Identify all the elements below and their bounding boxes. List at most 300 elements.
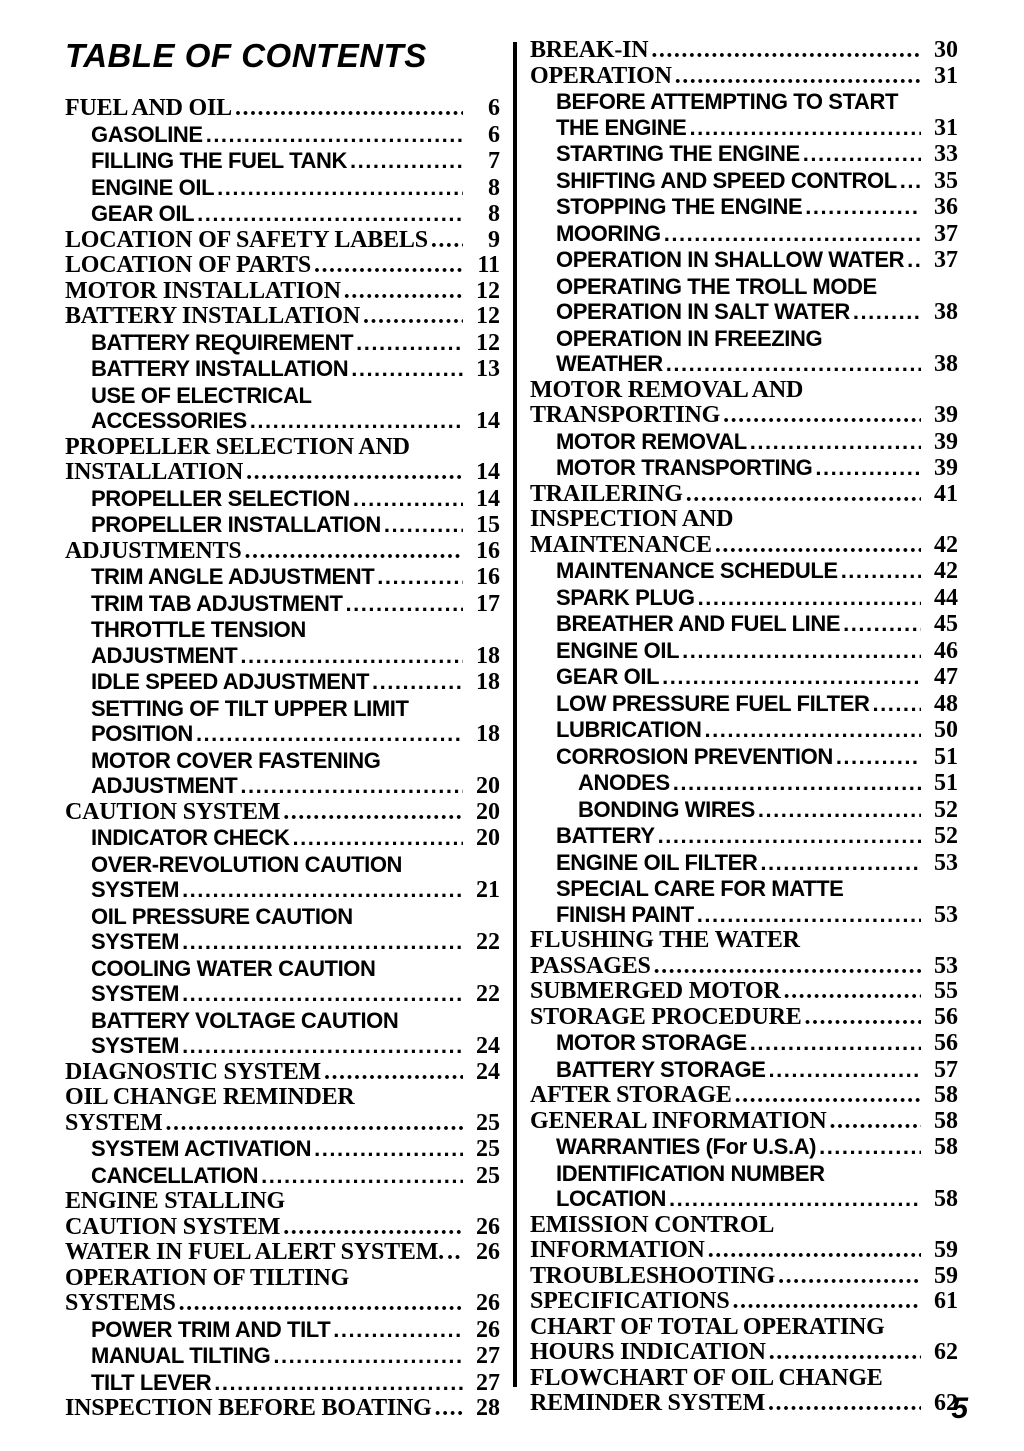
toc-entry — [530, 1109, 958, 1135]
toc-entry-page: 51 — [934, 743, 958, 770]
dot-leader — [283, 800, 463, 826]
toc-entry-page: 11 — [477, 252, 500, 278]
toc-entry-page: 24 — [476, 1058, 500, 1085]
toc-entry-page: 8 — [488, 201, 500, 227]
toc-entry-page: 38 — [934, 299, 958, 325]
dot-leader — [356, 330, 463, 356]
toc-entry-page: 39 — [934, 428, 958, 455]
toc-entry — [65, 253, 500, 279]
toc-entry-page: 39 — [934, 402, 958, 428]
toc-entry-label: AFTER STORAGE — [530, 1082, 732, 1108]
dot-leader — [689, 115, 921, 141]
toc-entry — [65, 956, 500, 1008]
toc-entry-page: 22 — [476, 929, 500, 955]
toc-entry — [530, 797, 958, 824]
toc-entry — [530, 1030, 958, 1057]
toc-right-entries — [530, 38, 958, 1417]
toc-entry-page: 56 — [934, 1003, 958, 1030]
toc-entry-label: CAUTION SYSTEM — [65, 1213, 281, 1240]
toc-entry-page: 58 — [934, 1082, 958, 1108]
toc-entry-label: MOTOR TRANSPORTING — [556, 455, 813, 480]
toc-entry — [65, 1240, 500, 1266]
toc-entry-page: 20 — [476, 825, 500, 851]
toc-entry-label: EMISSION CONTROL — [530, 1211, 775, 1238]
dot-leader — [240, 773, 463, 799]
dot-leader — [784, 979, 921, 1005]
dot-leader — [217, 175, 463, 201]
dot-leader — [723, 403, 921, 429]
toc-entry-page: 14 — [476, 408, 500, 434]
dot-leader — [179, 1291, 463, 1317]
toc-entry — [530, 247, 958, 274]
toc-entry — [65, 228, 500, 254]
dot-leader — [705, 717, 921, 743]
toc-entry-label: INDICATOR CHECK — [91, 825, 290, 850]
toc-entry-label: COOLING WATER CAUTION — [91, 955, 376, 981]
dot-leader — [182, 981, 463, 1007]
dot-leader — [350, 148, 463, 174]
toc-entry — [530, 482, 958, 508]
dot-leader — [769, 1057, 921, 1083]
toc-entry — [530, 1366, 958, 1417]
toc-entry — [530, 455, 958, 482]
toc-entry-page: 18 — [476, 669, 500, 695]
toc-entry — [65, 96, 500, 122]
dot-leader — [245, 539, 464, 565]
toc-entry-page: 14 — [476, 485, 500, 512]
toc-entry — [530, 979, 958, 1005]
toc-entry-page: 61 — [934, 1288, 958, 1314]
toc-entry-page: 33 — [934, 141, 958, 167]
toc-entry-label: USE OF ELECTRICAL — [91, 382, 312, 408]
toc-entry — [65, 696, 500, 748]
toc-entry — [65, 669, 500, 696]
toc-entry-page: 39 — [934, 455, 958, 481]
toc-entry-label: LOCATION OF SAFETY LABELS — [65, 226, 428, 253]
toc-entry-page: 37 — [934, 220, 958, 247]
toc-entry-label: GEAR OIL — [91, 201, 195, 226]
toc-entry — [530, 691, 958, 718]
dot-leader — [293, 825, 463, 851]
toc-entry-page: 55 — [934, 978, 958, 1004]
toc-entry-page: 58 — [934, 1186, 958, 1212]
dot-leader — [250, 408, 463, 434]
toc-entry-label: PROPELLER SELECTION — [91, 485, 350, 511]
toc-entry-page: 62 — [934, 1390, 958, 1416]
toc-entry-label: MOTOR REMOVAL AND — [530, 376, 804, 403]
dot-leader — [431, 228, 463, 254]
toc-entry — [65, 1008, 500, 1060]
dot-leader — [353, 486, 463, 512]
toc-entry-label: ENGINE OIL — [556, 637, 680, 663]
toc-entry — [530, 221, 958, 248]
toc-entry-label: IDENTIFICATION NUMBER — [556, 1160, 825, 1186]
toc-entry-page: 31 — [934, 62, 958, 89]
toc-entry-label: SHIFTING AND SPEED CONTROL — [556, 167, 897, 193]
toc-entry-label: TILT LEVER — [91, 1369, 212, 1395]
toc-entry-label: BEFORE ATTEMPTING TO START — [556, 89, 898, 114]
toc-entry — [65, 800, 500, 826]
dot-leader — [214, 1370, 463, 1396]
toc-entry — [65, 1189, 500, 1240]
toc-entry — [530, 770, 958, 797]
toc-entry-label: BATTERY INSTALLATION — [91, 356, 349, 381]
toc-entry-page: 13 — [476, 356, 500, 382]
dot-leader — [843, 611, 921, 637]
toc-entry-page: 41 — [934, 480, 958, 507]
toc-entry — [65, 486, 500, 513]
toc-entry-page: 25 — [476, 1162, 500, 1189]
dot-leader — [182, 1033, 463, 1059]
toc-left-entries — [65, 96, 500, 1422]
toc-entry-label: FLUSHING THE WATER — [530, 927, 800, 953]
toc-entry-page: 59 — [934, 1262, 958, 1289]
toc-entry-label: PASSAGES — [530, 952, 651, 979]
toc-entry-label: STARTING THE ENGINE — [556, 141, 800, 166]
toc-entry — [530, 1161, 958, 1213]
dot-leader — [273, 1343, 463, 1369]
dot-leader — [829, 1109, 921, 1135]
toc-entry — [530, 1264, 958, 1290]
toc-entry-page: 46 — [934, 637, 958, 664]
toc-entry-label: MAINTENANCE SCHEDULE — [556, 558, 838, 583]
toc-entry-page: 25 — [476, 1109, 500, 1136]
toc-entry — [65, 1266, 500, 1317]
toc-entry-page: 52 — [934, 823, 958, 849]
toc-entry — [530, 274, 958, 300]
dot-leader — [654, 954, 921, 980]
toc-entry-label: PROPELLER INSTALLATION — [91, 512, 381, 537]
toc-entry — [530, 1213, 958, 1264]
toc-entry — [65, 1136, 500, 1163]
toc-entry-page: 47 — [934, 664, 958, 690]
toc-entry-page: 15 — [476, 512, 500, 538]
toc-entry-label: SYSTEM — [65, 1109, 163, 1136]
dot-leader — [673, 770, 921, 796]
toc-entry-label: MOORING — [556, 220, 661, 246]
toc-entry — [65, 122, 500, 149]
toc-entry-label: SYSTEMS — [65, 1290, 176, 1316]
toc-entry — [65, 383, 500, 435]
toc-left-column — [65, 36, 500, 1422]
toc-entry — [65, 1343, 500, 1370]
dot-leader — [682, 638, 921, 664]
toc-entry-label: TRIM TAB ADJUSTMENT — [91, 590, 343, 616]
toc-entry-page: 14 — [476, 459, 500, 485]
toc-entry-page: 26 — [476, 1290, 500, 1316]
toc-entry-label: CORROSION PREVENTION — [556, 743, 833, 769]
toc-entry — [530, 194, 958, 221]
toc-entry-label: GASOLINE — [91, 121, 203, 147]
toc-entry — [65, 1085, 500, 1136]
toc-entry-page: 48 — [934, 690, 958, 717]
toc-entry — [530, 638, 958, 665]
toc-entry-label: CHART OF TOTAL OPERATING — [530, 1313, 885, 1340]
toc-entry-page: 12 — [476, 329, 500, 356]
toc-entry-label: CAUTION SYSTEM — [65, 798, 281, 825]
toc-entry-label: OPERATION OF TILTING — [65, 1264, 350, 1291]
toc-entry — [530, 378, 958, 429]
toc-entry-page: 45 — [934, 611, 958, 637]
toc-entry-label: DIAGNOSTIC SYSTEM — [65, 1058, 321, 1085]
toc-entry-label: INFORMATION — [530, 1237, 705, 1263]
dot-leader — [314, 1136, 463, 1162]
toc-entry-label: TRAILERING — [530, 480, 683, 507]
dot-leader — [235, 96, 463, 122]
dot-leader — [778, 1264, 921, 1290]
toc-entry-page: 12 — [476, 277, 500, 304]
toc-entry — [65, 330, 500, 357]
toc-entry-label: ENGINE OIL FILTER — [556, 849, 758, 875]
toc-entry-page: 16 — [476, 564, 500, 590]
toc-entry-page: 18 — [476, 642, 500, 669]
toc-entry-page: 18 — [476, 721, 500, 747]
toc-entry — [530, 1315, 958, 1366]
toc-entry-page: 58 — [934, 1134, 958, 1160]
toc-entry-page: 6 — [488, 121, 500, 148]
toc-entry-label: SPECIAL CARE FOR MATTE — [556, 876, 844, 901]
toc-entry-page: 20 — [476, 798, 500, 825]
toc-entry — [530, 664, 958, 691]
toc-entry-label: BATTERY REQUIREMENT — [91, 329, 354, 355]
toc-entry-page: 44 — [934, 584, 958, 611]
toc-entry-label: FINISH PAINT — [556, 901, 694, 927]
toc-entry-label: SETTING OF TILT UPPER LIMIT — [91, 695, 409, 721]
toc-entry-label: REMINDER SYSTEM — [530, 1390, 766, 1416]
toc-entry — [65, 1060, 500, 1086]
dot-leader — [658, 823, 921, 849]
toc-entry-page: 26 — [476, 1239, 500, 1265]
toc-entry — [65, 356, 500, 383]
toc-entry-label: SYSTEM ACTIVATION — [91, 1136, 312, 1161]
dot-leader — [900, 168, 921, 194]
toc-entry — [65, 512, 500, 539]
dot-leader — [697, 902, 921, 928]
toc-entry-label: THE ENGINE — [556, 114, 687, 140]
toc-entry — [530, 89, 958, 141]
toc-entry — [530, 429, 958, 456]
toc-entry-page: 42 — [934, 531, 958, 558]
dot-leader — [841, 558, 921, 584]
toc-entry-label: MOTOR COVER FASTENING — [91, 747, 381, 773]
dot-leader — [346, 591, 464, 617]
toc-entry-label: HOURS INDICATION — [530, 1339, 766, 1365]
dot-leader — [664, 221, 921, 247]
toc-entry-label: STORAGE PROCEDURE — [530, 1003, 802, 1030]
toc-entry-page: 57 — [934, 1056, 958, 1083]
toc-entry-label: MOTOR REMOVAL — [556, 428, 747, 454]
toc-entry-page: 36 — [934, 194, 958, 220]
dot-leader — [760, 850, 921, 876]
toc-entry-label: BREATHER AND FUEL LINE — [556, 611, 841, 636]
toc-entry-page: 53 — [934, 901, 958, 928]
toc-entry-page: 50 — [934, 717, 958, 743]
toc-entry-label: TROUBLESHOOTING — [530, 1262, 776, 1289]
toc-entry-page: 28 — [476, 1395, 500, 1421]
toc-entry — [65, 201, 500, 228]
toc-entry-label: BATTERY STORAGE — [556, 1056, 766, 1082]
toc-entry-label: MOTOR INSTALLATION — [65, 277, 341, 304]
toc-entry-page: 26 — [476, 1316, 500, 1343]
toc-entry — [65, 591, 500, 618]
toc-entry — [65, 175, 500, 202]
dot-leader — [384, 512, 463, 538]
toc-entry-page: 26 — [476, 1213, 500, 1240]
toc-entry-page: 58 — [934, 1107, 958, 1134]
toc-entry-label: SYSTEM — [91, 981, 180, 1006]
toc-entry-label: MAINTENANCE — [530, 531, 712, 558]
toc-entry-label: OPERATION IN SALT WATER — [556, 299, 850, 324]
dot-leader — [768, 1391, 921, 1417]
toc-entry-label: ENGINE STALLING — [65, 1188, 285, 1214]
page-number: 5 — [951, 1392, 968, 1425]
toc-entry — [65, 748, 500, 800]
toc-entry — [530, 876, 958, 928]
toc-entry-label: FLOWCHART OF OIL CHANGE — [530, 1364, 883, 1391]
toc-entry-page: 52 — [934, 796, 958, 823]
toc-entry — [530, 1057, 958, 1084]
toc-entry — [530, 1083, 958, 1109]
dot-leader — [283, 1215, 463, 1241]
toc-entry-label: CANCELLATION — [91, 1162, 259, 1188]
toc-entry-label: OPERATION IN SHALLOW WATER — [556, 247, 905, 272]
dot-leader — [805, 194, 921, 220]
toc-entry-label: INSTALLATION — [65, 459, 244, 485]
dot-leader — [732, 1289, 921, 1315]
toc-entry-label: LOW PRESSURE FUEL FILTER — [556, 690, 870, 716]
toc-entry — [65, 1370, 500, 1397]
toc-entry-page: 7 — [488, 148, 500, 174]
toc-entry-label: POWER TRIM AND TILT — [91, 1316, 331, 1342]
toc-entry — [530, 38, 958, 64]
toc-entry-label: LOCATION OF PARTS — [65, 252, 311, 278]
toc-entry-label: ADJUSTMENTS — [65, 537, 242, 564]
dot-leader — [324, 1060, 463, 1086]
dot-leader — [666, 351, 921, 377]
toc-entry-page: 12 — [476, 303, 500, 329]
toc-entry — [530, 299, 958, 326]
toc-entry-label: WATER IN FUEL ALERT SYSTEM. — [65, 1239, 444, 1265]
dot-leader — [815, 455, 921, 481]
dot-leader — [377, 564, 463, 590]
dot-leader — [240, 643, 463, 669]
dot-leader — [435, 1396, 463, 1422]
toc-entry-page: 17 — [476, 590, 500, 617]
toc-entry-label: INSPECTION AND — [530, 506, 734, 532]
dot-leader — [372, 669, 463, 695]
toc-entry-page: 38 — [934, 351, 958, 377]
dot-leader — [819, 1134, 921, 1160]
toc-entry-label: FUEL AND OIL — [65, 95, 232, 121]
toc-entry-label: THROTTLE TENSION — [91, 617, 306, 642]
toc-entry — [65, 539, 500, 565]
toc-entry-label: POSITION — [91, 721, 193, 746]
toc-entry — [530, 168, 958, 195]
toc-entry-label: ADJUSTMENT — [91, 773, 238, 798]
dot-leader — [197, 201, 463, 227]
toc-entry-label: OPERATION — [530, 62, 672, 89]
dot-leader — [651, 38, 921, 64]
toc-entry-label: GEAR OIL — [556, 664, 660, 689]
dot-leader — [836, 744, 921, 770]
dot-leader — [853, 299, 921, 325]
toc-entry-page: 35 — [934, 167, 958, 194]
dot-leader — [669, 1186, 921, 1212]
toc-entry-label: ACCESSORIES — [91, 408, 247, 433]
toc-entry-label: BATTERY VOLTAGE CAUTION — [91, 1007, 399, 1033]
toc-entry — [530, 717, 958, 744]
dot-leader — [662, 664, 921, 690]
toc-entry-page: 31 — [934, 114, 958, 141]
dot-leader — [196, 721, 463, 747]
toc-entry-page: 24 — [476, 1033, 500, 1059]
toc-entry-page: 37 — [934, 247, 958, 273]
toc-entry-label: OVER-REVOLUTION CAUTION — [91, 851, 403, 877]
dot-leader — [708, 1238, 921, 1264]
dot-leader — [344, 279, 463, 305]
page-title: TABLE OF CONTENTS — [65, 37, 427, 74]
toc-entry — [65, 904, 500, 956]
toc-entry-page: 30 — [934, 37, 958, 63]
toc-entry-label: LOCATION — [556, 1186, 667, 1211]
toc-entry-page: 53 — [934, 952, 958, 979]
dot-leader — [246, 460, 463, 486]
toc-entry-page: 27 — [476, 1343, 500, 1369]
toc-entry-label: TRANSPORTING — [530, 402, 721, 428]
toc-entry — [530, 64, 958, 90]
toc-entry — [530, 558, 958, 585]
toc-entry-page: 21 — [476, 877, 500, 903]
toc-entry-label: GENERAL INFORMATION — [530, 1107, 827, 1134]
toc-entry-label: WEATHER — [556, 351, 663, 376]
toc-entry — [530, 141, 958, 168]
toc-entry-page: 42 — [934, 558, 958, 584]
toc-entry — [530, 1289, 958, 1315]
dot-leader — [769, 1340, 921, 1366]
toc-entry-page: 53 — [934, 849, 958, 876]
toc-entry-label: STOPPING THE ENGINE — [556, 194, 803, 219]
toc-entry-label: OIL CHANGE REMINDER — [65, 1084, 355, 1110]
toc-entry-label: ENGINE OIL — [91, 174, 215, 200]
dot-leader — [750, 429, 921, 455]
toc-entry-label: SPECIFICATIONS — [530, 1288, 730, 1314]
toc-entry-page: 20 — [476, 773, 500, 799]
toc-entry — [530, 744, 958, 771]
dot-leader — [686, 482, 921, 508]
toc-entry-page: 25 — [476, 1136, 500, 1162]
toc-entry-page: 51 — [934, 770, 958, 796]
toc-entry-label: BONDING WIRES — [578, 796, 755, 822]
toc-entry-label: ADJUSTMENT — [91, 642, 238, 668]
toc-entry-label: SYSTEM — [91, 877, 180, 902]
toc-entry — [530, 850, 958, 877]
toc-entry-page: 62 — [934, 1339, 958, 1365]
toc-entry-label: SPARK PLUG — [556, 584, 695, 610]
toc-entry — [65, 1396, 500, 1422]
dot-leader — [182, 929, 463, 955]
toc-entry-label: LUBRICATION — [556, 717, 702, 742]
dot-leader — [872, 691, 921, 717]
toc-entry — [530, 1134, 958, 1161]
dot-leader — [166, 1111, 464, 1137]
dot-leader — [363, 304, 463, 330]
toc-entry-label: ANODES — [578, 770, 670, 795]
toc-entry-label: WARRANTIES (For U.S.A) — [556, 1134, 817, 1159]
toc-entry-label: MANUAL TILTING — [91, 1343, 271, 1368]
toc-entry — [65, 435, 500, 486]
toc-entry-label: OIL PRESSURE CAUTION — [91, 903, 353, 929]
dot-leader — [735, 1083, 921, 1109]
